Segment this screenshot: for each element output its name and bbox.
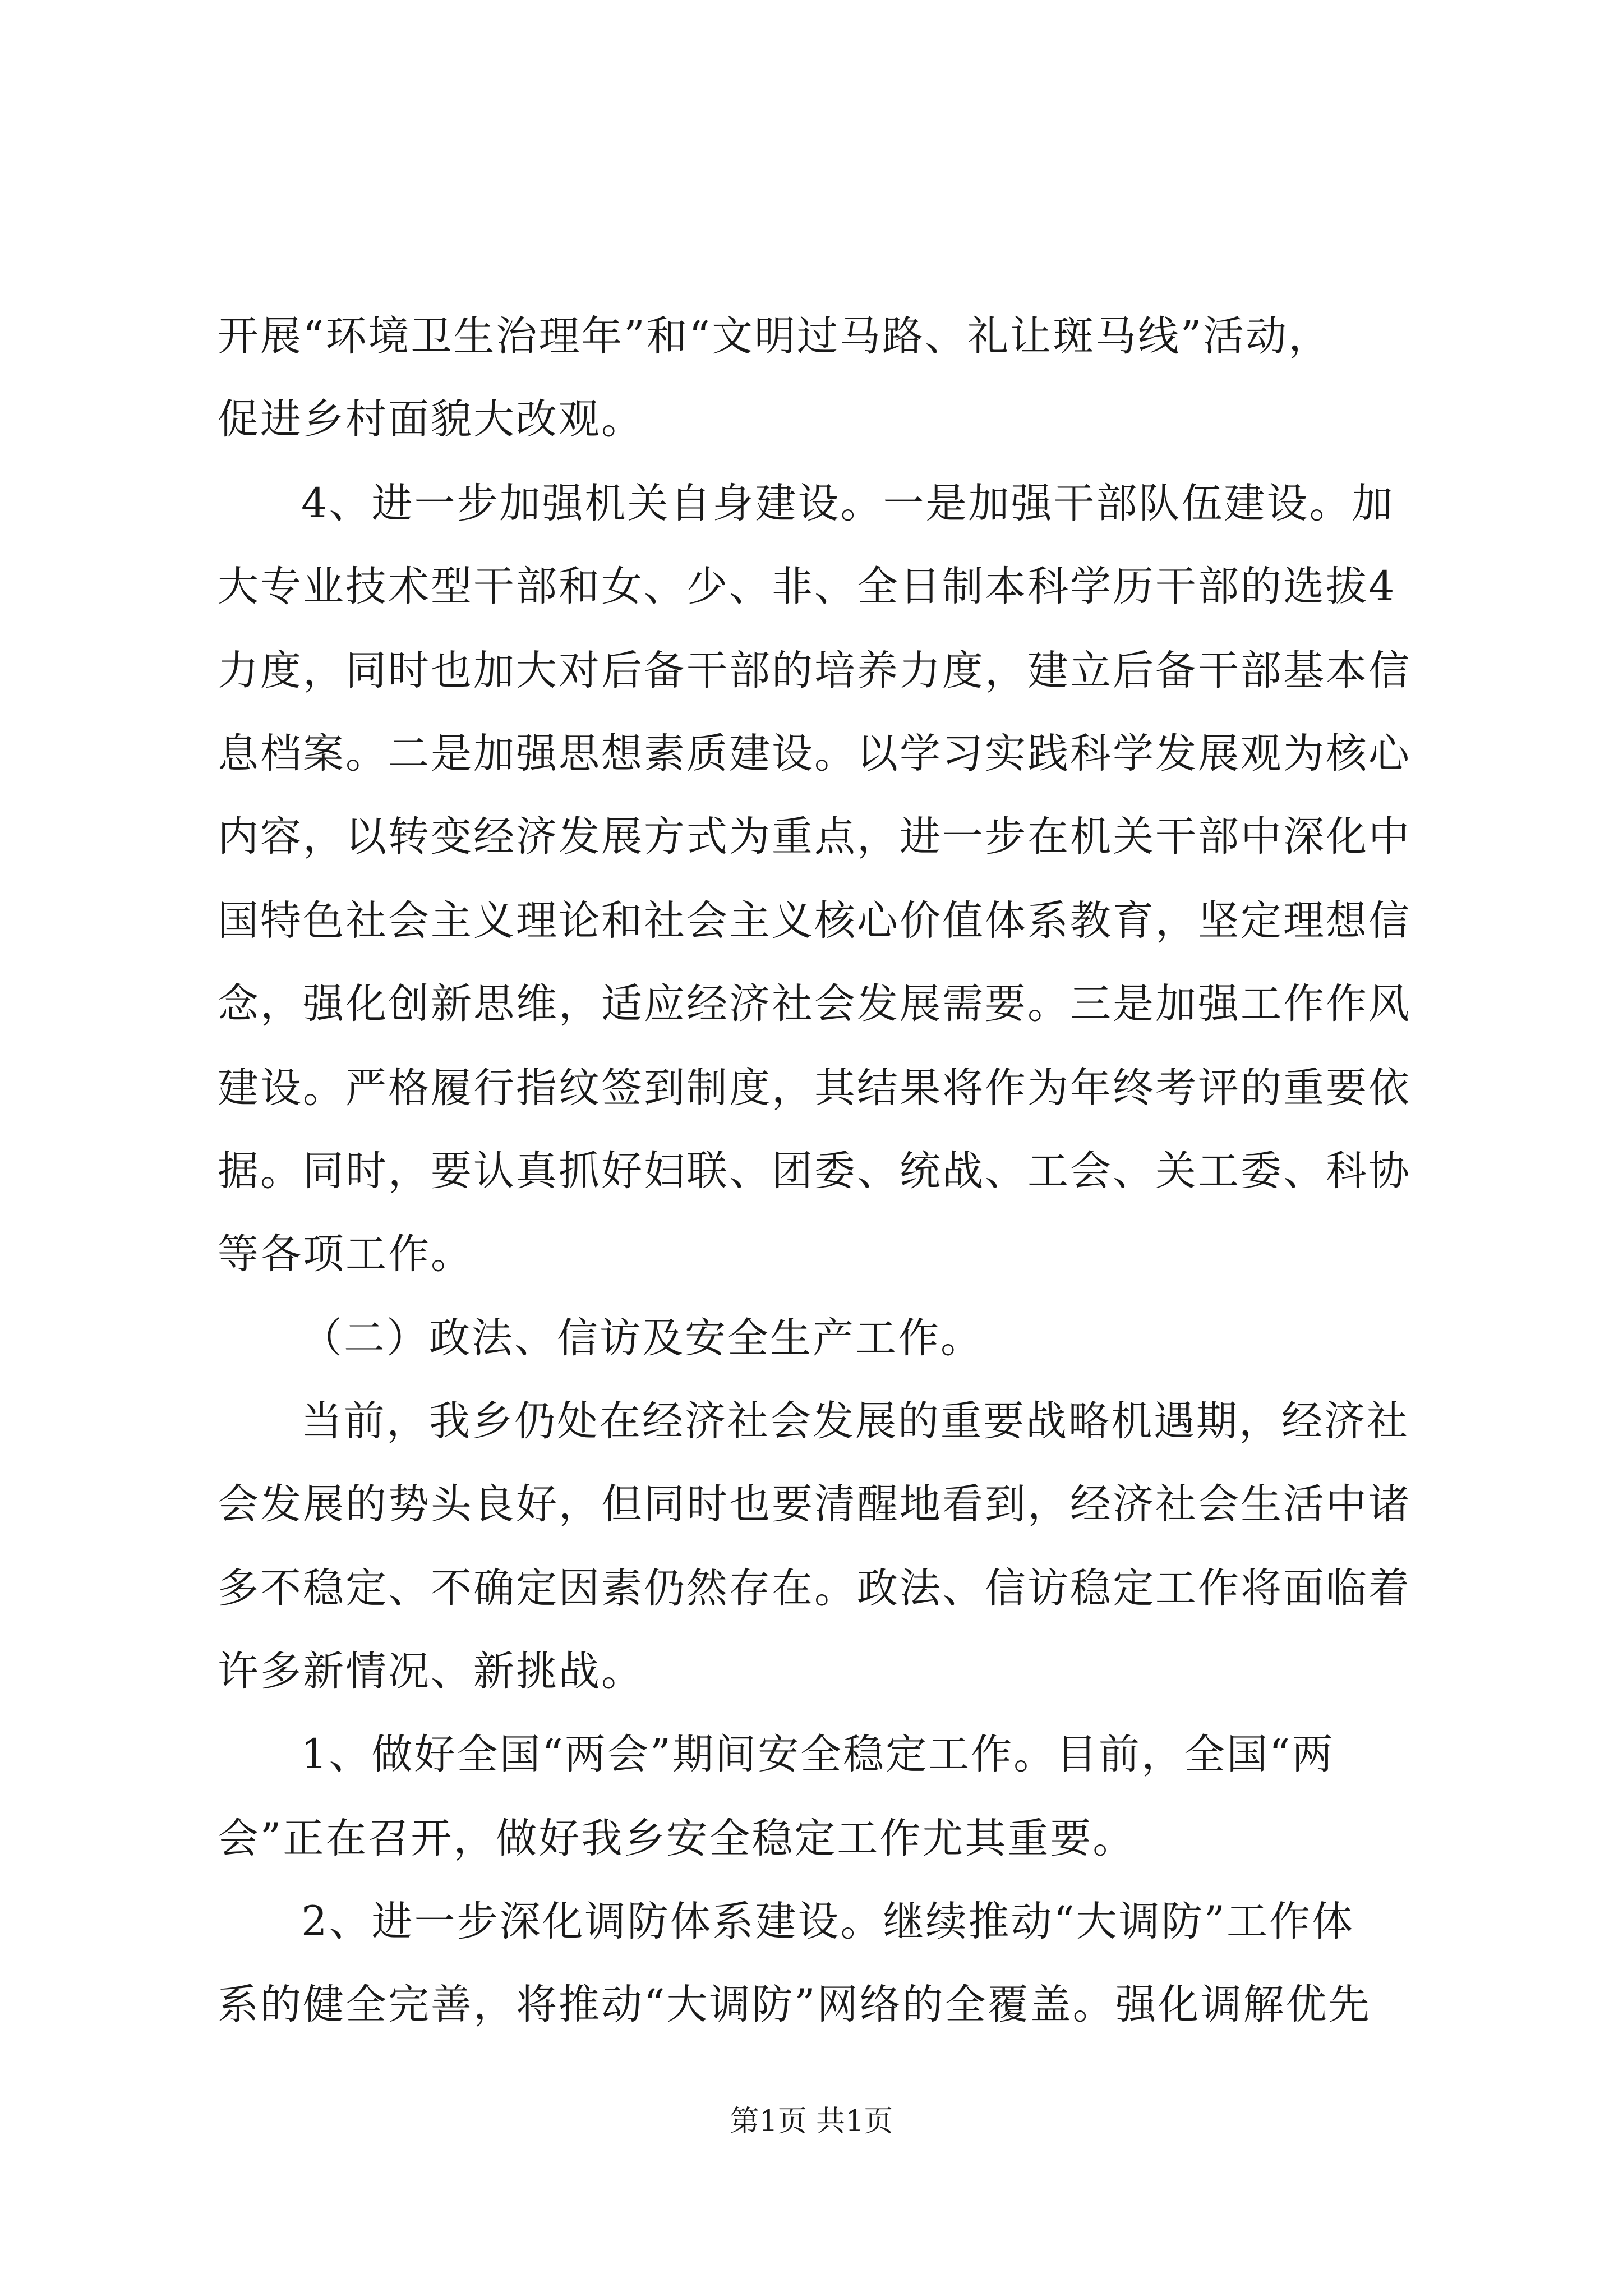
body-text-line bbox=[0, 1221, 1623, 1288]
line-text: 大专业技术型干部和女、少、非、全日制本科学历干部的选拔4 bbox=[218, 563, 1396, 610]
line-text: 1、做好全国“两会”期间安全稳定工作。目前，全国“两 bbox=[301, 1731, 1335, 1778]
line-text: 内容，以转变经济发展方式为重点，进一步在机关干部中深化中 bbox=[218, 813, 1411, 861]
line-text: 息档案。二是加强思想素质建设。以学习实践科学发展观为核心 bbox=[218, 730, 1411, 777]
body-text-line bbox=[0, 1721, 1623, 1788]
body-text-line bbox=[0, 1471, 1623, 1538]
body-text-line bbox=[0, 303, 1623, 370]
line-text: 国特色社会主义理论和社会主义核心价值体系教育，坚定理想信 bbox=[218, 897, 1411, 945]
body-text-line bbox=[0, 1555, 1623, 1622]
line-text: 开展“环境卫生治理年”和“文明过马路、礼让斑马线”活动， bbox=[218, 312, 1331, 360]
line-text: 2、进一步深化调防体系建设。继续推动“大调防”工作体 bbox=[301, 1898, 1355, 1945]
line-text: 许多新情况、新挑战。 bbox=[218, 1648, 644, 1695]
body-text-line bbox=[0, 553, 1623, 620]
line-text: 4、进一步加强机关自身建设。一是加强干部队伍建设。加 bbox=[301, 480, 1395, 527]
line-text: 当前，我乡仍处在经济社会发展的重要战略机遇期，经济社 bbox=[301, 1397, 1409, 1445]
body-text-line bbox=[0, 1805, 1623, 1872]
line-text: 据。同时，要认真抓好妇联、团委、统战、工会、关工委、科协 bbox=[218, 1147, 1411, 1195]
body-text-line bbox=[0, 386, 1623, 453]
page-footer: 第1页 共1页 bbox=[730, 2105, 893, 2138]
body-text-line bbox=[0, 1971, 1623, 2039]
body-text-line bbox=[0, 803, 1623, 871]
line-text: 会”正在召开，做好我乡安全稳定工作尤其重要。 bbox=[218, 1815, 1136, 1862]
body-text-line bbox=[0, 970, 1623, 1038]
line-text: 建设。严格履行指纹签到制度，其结果将作为年终考评的重要依 bbox=[218, 1064, 1411, 1112]
heading-text: （二）政法、信访及安全生产工作。 bbox=[301, 1314, 983, 1362]
body-text-line bbox=[0, 887, 1623, 955]
line-text: 等各项工作。 bbox=[218, 1230, 473, 1278]
line-text: 多不稳定、不确定因素仍然存在。政法、信访稳定工作将面临着 bbox=[218, 1565, 1411, 1612]
line-text: 念，强化创新思维，适应经济社会发展需要。三是加强工作作风 bbox=[218, 980, 1411, 1028]
body-text-line bbox=[0, 1388, 1623, 1455]
body-text-line bbox=[0, 1638, 1623, 1705]
body-text-line bbox=[0, 470, 1623, 537]
line-text: 力度，同时也加大对后备干部的培养力度，建立后备干部基本信 bbox=[218, 647, 1411, 694]
line-text: 系的健全完善，将推动“大调防”网络的全覆盖。强化调解优先 bbox=[218, 1981, 1371, 2028]
line-text: 会发展的势头良好，但同时也要清醒地看到，经济社会生活中诸 bbox=[218, 1480, 1411, 1528]
body-text-line bbox=[0, 637, 1623, 705]
body-text-line bbox=[0, 1055, 1623, 1122]
body-text-line bbox=[0, 1888, 1623, 1955]
line-text: 促进乡村面貌大改观。 bbox=[218, 395, 644, 443]
body-text-line bbox=[0, 720, 1623, 788]
body-text-line bbox=[0, 1138, 1623, 1205]
section-heading bbox=[0, 1305, 1623, 1372]
